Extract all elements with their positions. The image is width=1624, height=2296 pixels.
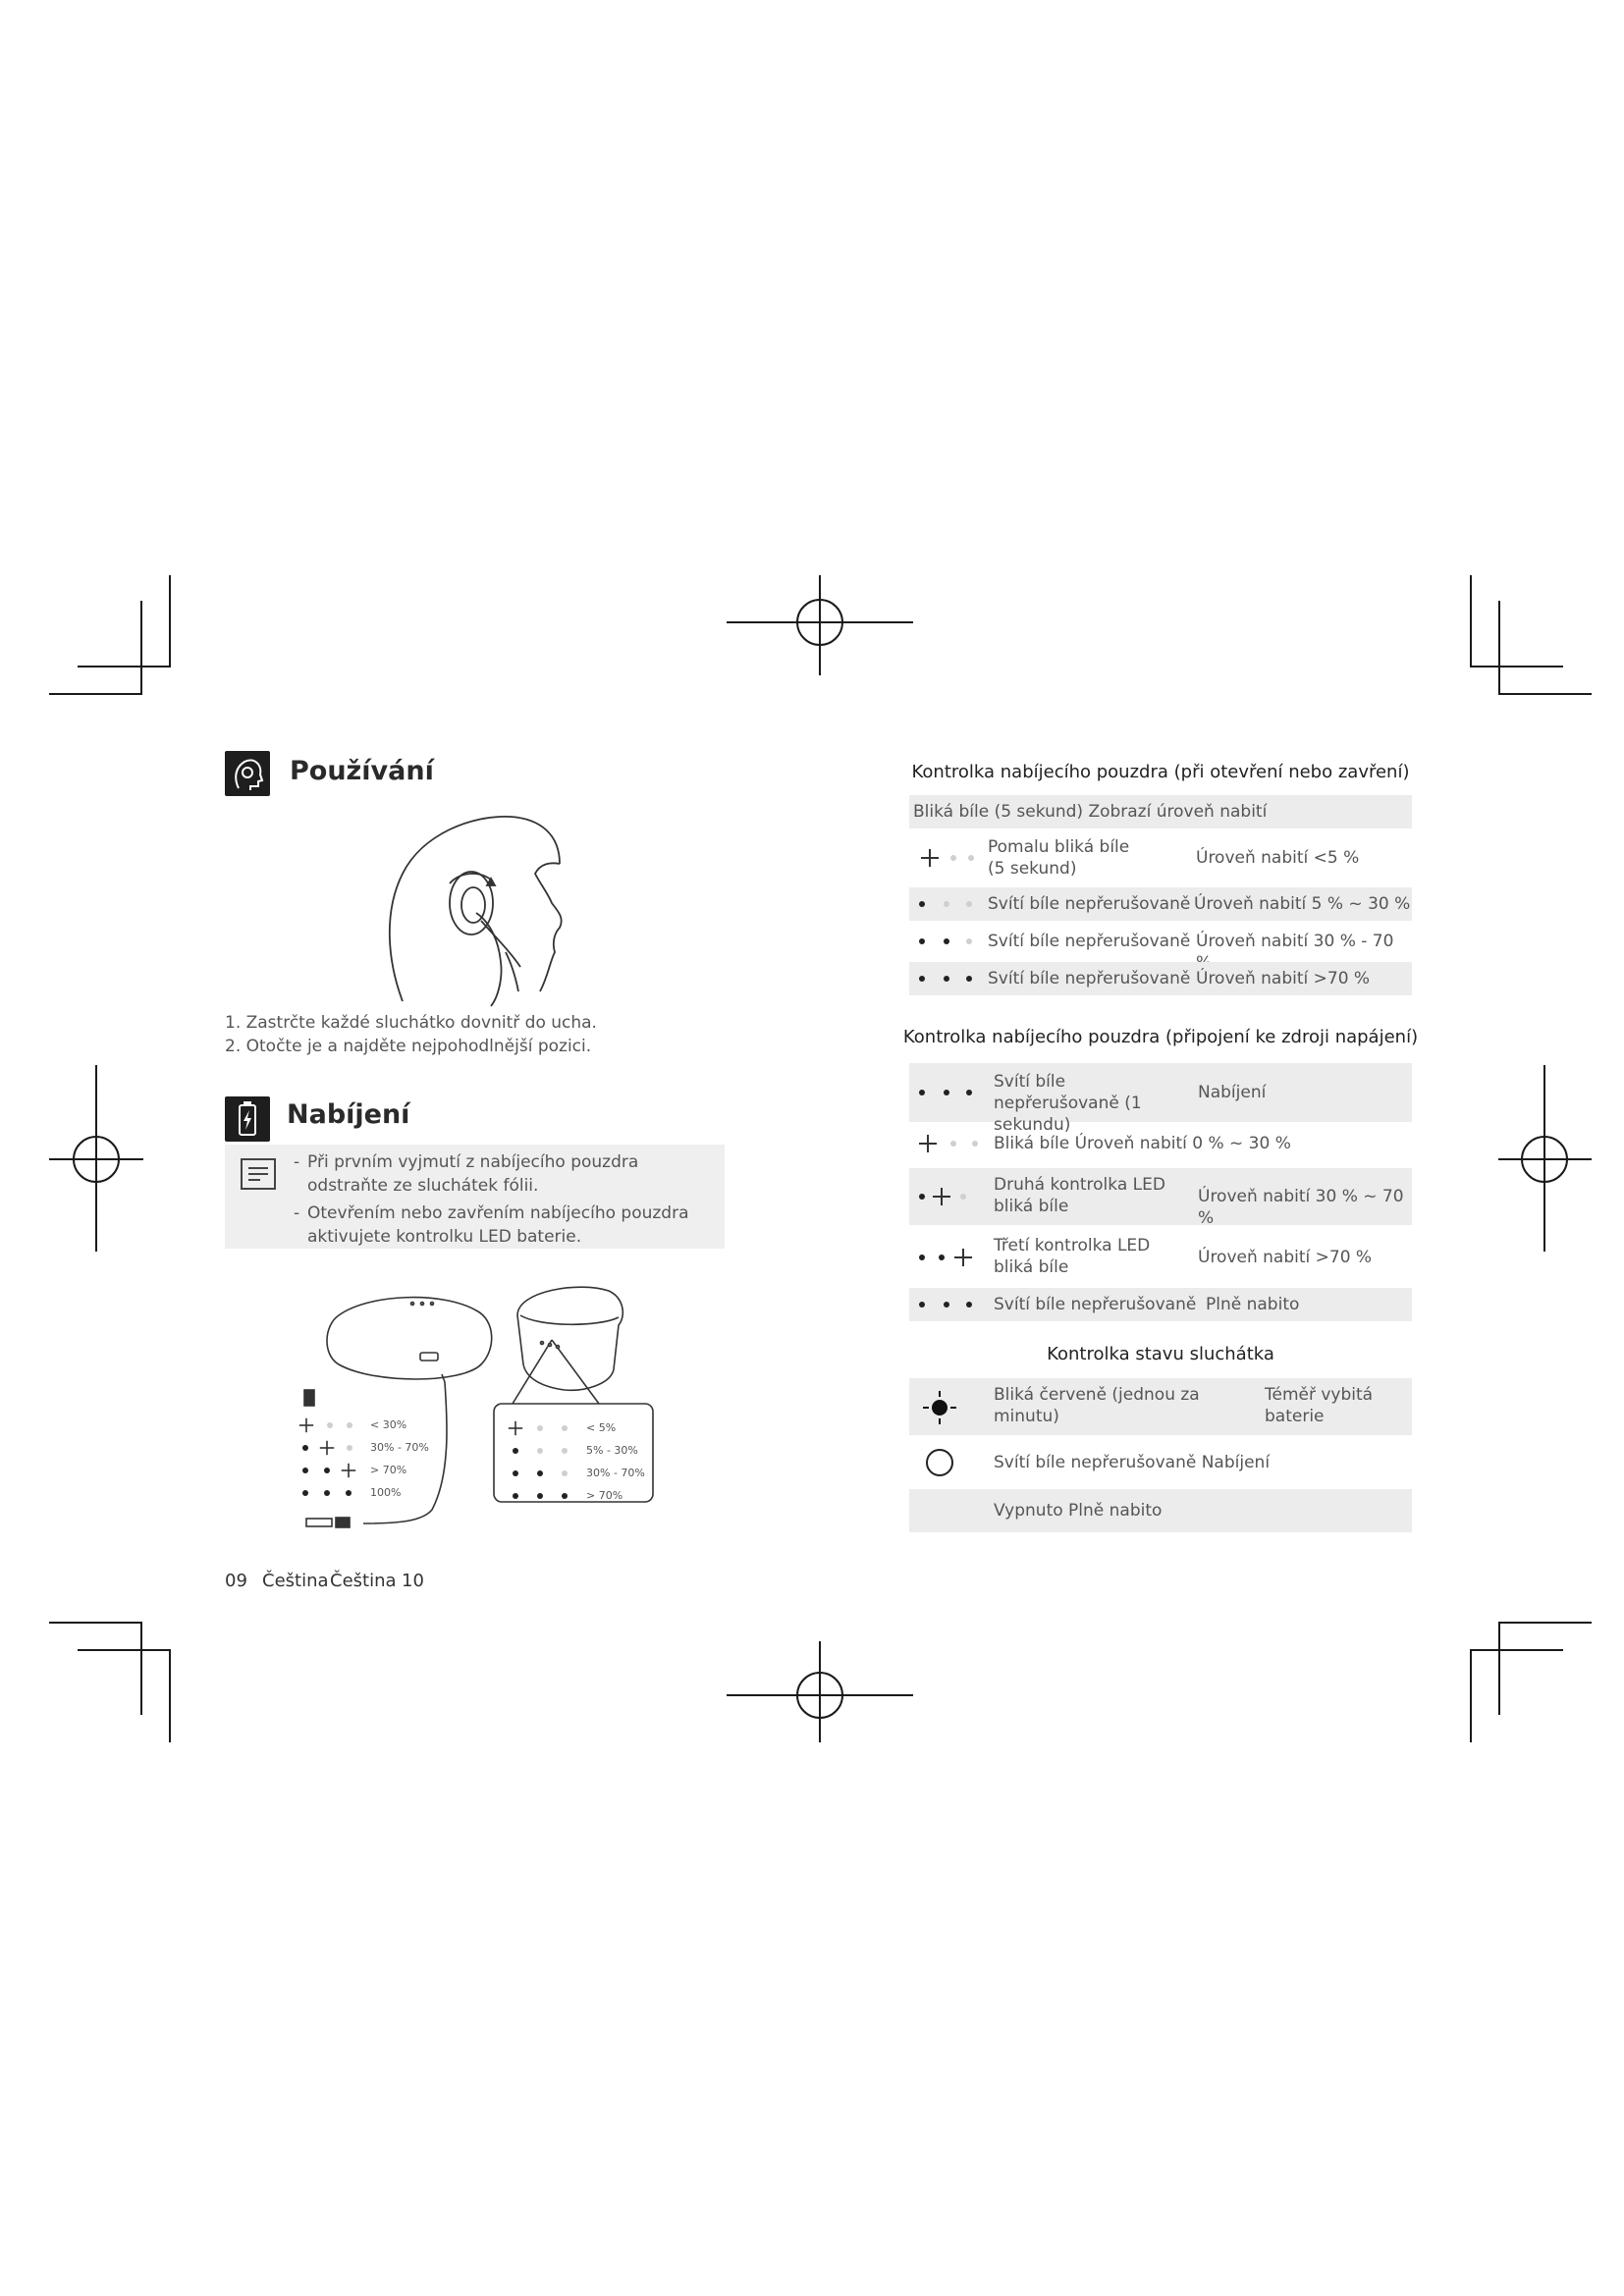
note-icon bbox=[241, 1158, 276, 1190]
table2-row bbox=[909, 1127, 1412, 1160]
diagram-right-level-2: 5% - 30% bbox=[586, 1444, 638, 1457]
diagram-left-level-2: 30% - 70% bbox=[370, 1441, 429, 1454]
table2-row-2-text: Bliká bíle Úroveň nabití 0 % ~ 30 % bbox=[994, 1134, 1291, 1153]
diagram-right-level-3: 30% - 70% bbox=[586, 1467, 645, 1479]
earbud-usage-icon bbox=[225, 751, 270, 796]
ear-illustration bbox=[383, 805, 579, 1011]
diagram-right-level-1: < 5% bbox=[586, 1421, 617, 1434]
diagram-left-level-1: < 30% bbox=[370, 1418, 407, 1431]
table2-row: Třetí kontrolka LED bliká bíle Úroveň nabití >70 % bbox=[909, 1229, 1412, 1286]
table1-title: Kontrolka nabíjecího pouzdra (při otevření nebo zavření) bbox=[911, 762, 1410, 782]
footer-page-right: 10 bbox=[402, 1571, 424, 1591]
diagram-left-level-3: > 70% bbox=[370, 1464, 407, 1476]
charging-note-2: - Otevřením nebo zavřením nabíjecího pouzdra aktivujete kontrolku LED baterie. bbox=[294, 1201, 706, 1249]
usage-step-2: 2. Otočte je a najděte nejpohodlnější pozici. bbox=[225, 1037, 592, 1056]
footer-page-left: 09 bbox=[225, 1571, 247, 1591]
usage-step-1: 1. Zastrčte každé sluchátko dovnitř do ucha. bbox=[225, 1013, 597, 1033]
footer-lang-left: Čeština bbox=[262, 1571, 329, 1591]
diagram-right-level-4: > 70% bbox=[586, 1489, 623, 1502]
table1-row: Pomalu bliká bíle (5 sekund) Úroveň nabití <5 % bbox=[909, 832, 1412, 883]
table1-header-row: Bliká bíle (5 sekund) Zobrazí úroveň nabití bbox=[909, 795, 1412, 828]
footer-lang-right: Čeština bbox=[330, 1571, 397, 1591]
table3-row bbox=[909, 1443, 1412, 1482]
table2-row: Svítí bíle nepřerušovaně (1 sekundu) Nabíjení bbox=[909, 1063, 1412, 1122]
red-blink-led-icon bbox=[923, 1391, 956, 1424]
table1-row: Svítí bíle nepřerušovaně Úroveň nabití >70 % bbox=[909, 962, 1412, 995]
table3-row-3-text: Vypnuto Plně nabito bbox=[994, 1501, 1163, 1521]
battery-charging-icon bbox=[225, 1096, 270, 1142]
table1-row: Svítí bíle nepřerušovaně Úroveň nabití 30 % - 70 bbox=[909, 925, 1412, 958]
table2-title: Kontrolka nabíjecího pouzdra (připojení ke zdroji napájení) bbox=[902, 1027, 1419, 1047]
table2-row: Druhá kontrolka LED bliká bíle Úroveň nabití 30 % ~ 70 % bbox=[909, 1168, 1412, 1225]
table2-row: Svítí bíle nepřerušovaně Plně nabito bbox=[909, 1288, 1412, 1321]
table3-row-2-text: Svítí bíle nepřerušovaně Nabíjení bbox=[994, 1453, 1271, 1472]
table3-row bbox=[909, 1489, 1412, 1532]
charging-note-1: - Při prvním vyjmutí z nabíjecího pouzdra odstraňte ze sluchátek fólii. bbox=[294, 1150, 706, 1198]
usage-title: Používání bbox=[290, 756, 434, 786]
charging-note bbox=[225, 1145, 725, 1249]
table3-row: Bliká červeně (jednou za minutu) Téměř vybitá baterie bbox=[909, 1378, 1412, 1435]
table1-row: Svítí bíle nepřerušovaně Úroveň nabití 5 % ~ 30 % bbox=[909, 887, 1412, 921]
charging-title: Nabíjení bbox=[287, 1099, 410, 1130]
table3-title: Kontrolka stavu sluchátka bbox=[1047, 1344, 1274, 1364]
diagram-left-level-4: 100% bbox=[370, 1486, 402, 1499]
solid-led-icon bbox=[925, 1448, 954, 1477]
